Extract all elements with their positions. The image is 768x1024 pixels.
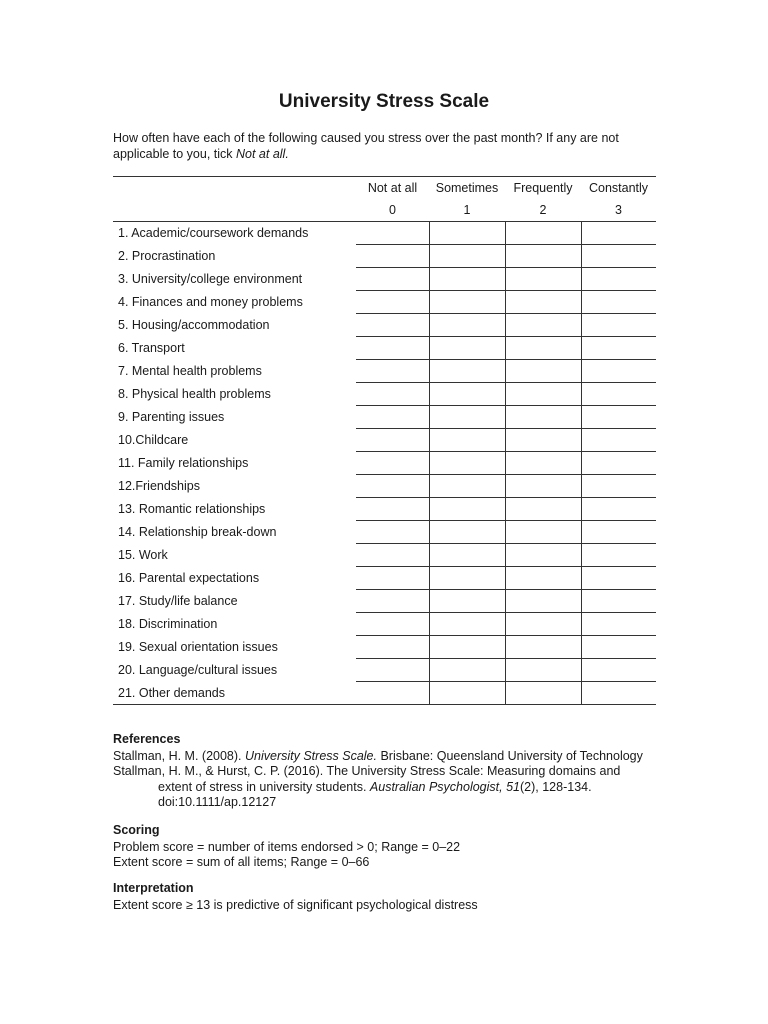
reference-1-title: University Stress Scale.	[245, 748, 377, 763]
reference-1-authors: Stallman, H. M. (2008).	[113, 748, 245, 763]
response-cell-constantly[interactable]	[581, 475, 656, 498]
response-cell-frequently[interactable]	[505, 544, 581, 567]
response-cell-not-at-all[interactable]	[356, 314, 429, 337]
references-heading: References	[113, 732, 181, 746]
table-row	[113, 222, 656, 245]
response-cell-not-at-all[interactable]	[356, 544, 429, 567]
response-cell-sometimes[interactable]	[429, 682, 505, 705]
response-cell-not-at-all[interactable]	[356, 590, 429, 613]
response-cell-not-at-all[interactable]	[356, 406, 429, 429]
response-cell-sometimes[interactable]	[429, 659, 505, 682]
table-row	[113, 498, 656, 521]
reference-2-journal: Australian Psychologist, 51	[369, 779, 520, 794]
response-cell-constantly[interactable]	[581, 222, 656, 245]
reference-2-line-1: Stallman, H. M., & Hurst, C. P. (2016). The University Stress Scale: Measuring domains and	[113, 764, 621, 778]
item-label: 9. Parenting issues	[118, 410, 225, 424]
response-cell-frequently[interactable]	[505, 682, 581, 705]
item-label: 17. Study/life balance	[118, 594, 238, 608]
response-cell-sometimes[interactable]	[429, 291, 505, 314]
table-row	[113, 268, 656, 291]
response-cell-frequently[interactable]	[505, 291, 581, 314]
table-row	[113, 291, 656, 314]
item-label: 2. Procrastination	[118, 249, 216, 263]
column-value-sometimes: 1	[429, 199, 505, 222]
item-label: 19. Sexual orientation issues	[118, 640, 278, 654]
response-cell-sometimes[interactable]	[429, 222, 505, 245]
column-value-constantly: 3	[581, 199, 656, 222]
column-label-constantly: Constantly	[581, 177, 656, 200]
table-row	[113, 544, 656, 567]
response-cell-not-at-all[interactable]	[356, 245, 429, 268]
response-cell-constantly[interactable]	[581, 544, 656, 567]
response-cell-constantly[interactable]	[581, 406, 656, 429]
item-label: 6. Transport	[118, 341, 185, 355]
response-cell-frequently[interactable]	[505, 429, 581, 452]
response-cell-constantly[interactable]	[581, 636, 656, 659]
response-cell-frequently[interactable]	[505, 337, 581, 360]
item-label: 20. Language/cultural issues	[118, 663, 278, 677]
response-cell-frequently[interactable]	[505, 222, 581, 245]
reference-2-line-2: extent of stress in university students.	[158, 779, 370, 794]
reference-2-continued	[113, 780, 673, 796]
response-cell-constantly[interactable]	[581, 360, 656, 383]
response-cell-not-at-all[interactable]	[356, 613, 429, 636]
table-row	[113, 636, 656, 659]
table-row	[113, 452, 656, 475]
item-label: 10.Childcare	[118, 433, 189, 447]
response-cell-frequently[interactable]	[505, 383, 581, 406]
item-label: 5. Housing/accommodation	[118, 318, 270, 332]
response-cell-not-at-all[interactable]	[356, 636, 429, 659]
response-cell-constantly[interactable]	[581, 268, 656, 291]
item-column-header	[113, 177, 356, 200]
item-label: 1. Academic/coursework demands	[118, 226, 309, 240]
response-cell-not-at-all[interactable]	[356, 429, 429, 452]
response-cell-frequently[interactable]	[505, 475, 581, 498]
response-cell-constantly[interactable]	[581, 429, 656, 452]
response-cell-not-at-all[interactable]	[356, 475, 429, 498]
scale-items	[113, 222, 656, 705]
response-cell-not-at-all[interactable]	[356, 222, 429, 245]
table-row	[113, 659, 656, 682]
scoring-extent-score: Extent score = sum of all items; Range = 0–66	[113, 855, 370, 869]
table-row	[113, 337, 656, 360]
response-cell-constantly[interactable]	[581, 383, 656, 406]
item-label: 4. Finances and money problems	[118, 295, 303, 309]
table-row	[113, 429, 656, 452]
response-cell-not-at-all[interactable]	[356, 337, 429, 360]
scoring-problem-score: Problem score = number of items endorsed > 0; Range = 0–22	[113, 839, 461, 854]
item-label: 15. Work	[118, 548, 168, 562]
response-cell-constantly[interactable]	[581, 590, 656, 613]
response-cell-frequently[interactable]	[505, 613, 581, 636]
item-label: 16. Parental expectations	[118, 571, 260, 585]
response-cell-sometimes[interactable]	[429, 245, 505, 268]
response-cell-frequently[interactable]	[505, 268, 581, 291]
response-cell-frequently[interactable]	[505, 590, 581, 613]
reference-1-publisher: Brisbane: Queensland University of Technology	[376, 748, 643, 763]
response-cell-constantly[interactable]	[581, 567, 656, 590]
response-cell-sometimes[interactable]	[429, 268, 505, 291]
response-cell-sometimes[interactable]	[429, 452, 505, 475]
item-label: 7. Mental health problems	[118, 364, 262, 378]
reference-1	[113, 749, 673, 765]
scoring-section	[113, 823, 673, 871]
reference-2-doi: doi:10.1111/ap.12127	[158, 795, 277, 809]
response-cell-sometimes[interactable]	[429, 429, 505, 452]
response-cell-constantly[interactable]	[581, 291, 656, 314]
response-cell-constantly[interactable]	[581, 337, 656, 360]
stress-scale-table	[113, 176, 656, 705]
reference-2-pages: (2), 128-134.	[520, 779, 592, 794]
table-row	[113, 245, 656, 268]
item-label: 13. Romantic relationships	[118, 502, 266, 516]
response-cell-not-at-all[interactable]	[356, 291, 429, 314]
response-cell-sometimes[interactable]	[429, 406, 505, 429]
response-cell-sometimes[interactable]	[429, 567, 505, 590]
response-cell-frequently[interactable]	[505, 567, 581, 590]
instructions-text: How often have each of the following caused you stress over the past month? If any are not applicable to you, tick	[113, 131, 619, 161]
response-cell-frequently[interactable]	[505, 452, 581, 475]
response-cell-not-at-all[interactable]	[356, 360, 429, 383]
page-title: University Stress Scale	[278, 91, 490, 112]
response-cell-sometimes[interactable]	[429, 360, 505, 383]
response-cell-sometimes[interactable]	[429, 314, 505, 337]
response-cell-frequently[interactable]	[505, 659, 581, 682]
item-label: 21. Other demands	[113, 682, 356, 705]
column-label-frequently: Frequently	[505, 177, 581, 200]
table-row	[113, 406, 656, 429]
response-cell-sometimes[interactable]	[429, 498, 505, 521]
item-label: 14. Relationship break-down	[118, 525, 277, 539]
response-cell-constantly[interactable]	[581, 452, 656, 475]
response-cell-not-at-all[interactable]	[356, 452, 429, 475]
response-cell-constantly[interactable]	[581, 245, 656, 268]
reference-2	[113, 764, 673, 780]
response-cell-sometimes[interactable]	[429, 521, 505, 544]
table-row	[113, 383, 656, 406]
response-cell-constantly[interactable]	[581, 682, 656, 705]
item-label: 11. Family relationships	[118, 456, 249, 470]
response-cell-sometimes[interactable]	[429, 590, 505, 613]
instructions	[113, 130, 673, 162]
response-cell-not-at-all[interactable]	[356, 268, 429, 291]
response-cell-not-at-all[interactable]	[356, 659, 429, 682]
response-cell-sometimes[interactable]	[429, 544, 505, 567]
response-cell-frequently[interactable]	[505, 360, 581, 383]
column-header-row	[113, 177, 656, 200]
interpretation-section	[113, 881, 673, 913]
response-cell-frequently[interactable]	[505, 245, 581, 268]
response-cell-sometimes[interactable]	[429, 337, 505, 360]
response-cell-constantly[interactable]	[581, 613, 656, 636]
response-cell-frequently[interactable]	[505, 406, 581, 429]
response-cell-sometimes[interactable]	[429, 475, 505, 498]
response-cell-constantly[interactable]	[581, 659, 656, 682]
item-label: 12.Friendships	[118, 479, 200, 493]
column-label-not-at-all: Not at all	[356, 177, 429, 200]
response-cell-not-at-all[interactable]	[356, 567, 429, 590]
interpretation-heading: Interpretation	[113, 881, 194, 895]
instructions-emphasis: Not at all.	[236, 147, 289, 161]
table-row	[113, 521, 656, 544]
table-row	[113, 360, 656, 383]
response-cell-constantly[interactable]	[581, 521, 656, 544]
response-cell-not-at-all[interactable]	[356, 682, 429, 705]
scoring-heading: Scoring	[113, 823, 160, 837]
item-label: 8. Physical health problems	[118, 387, 271, 401]
item-label: 3. University/college environment	[118, 272, 303, 286]
response-cell-sometimes[interactable]	[429, 613, 505, 636]
response-cell-frequently[interactable]	[505, 636, 581, 659]
response-cell-constantly[interactable]	[581, 498, 656, 521]
references-section	[113, 732, 673, 811]
table-row	[113, 475, 656, 498]
column-value-row	[113, 199, 656, 222]
table-row	[113, 613, 656, 636]
column-label-sometimes: Sometimes	[429, 177, 505, 200]
response-cell-not-at-all[interactable]	[356, 383, 429, 406]
response-cell-not-at-all[interactable]	[356, 498, 429, 521]
table-row	[113, 682, 656, 705]
response-cell-sometimes[interactable]	[429, 636, 505, 659]
table-row	[113, 314, 656, 337]
item-label: 18. Discrimination	[118, 617, 218, 631]
item-column-value	[113, 199, 356, 222]
response-cell-sometimes[interactable]	[429, 383, 505, 406]
table-row	[113, 567, 656, 590]
response-cell-frequently[interactable]	[505, 521, 581, 544]
response-cell-constantly[interactable]	[581, 314, 656, 337]
column-value-frequently: 2	[505, 199, 581, 222]
response-cell-frequently[interactable]	[505, 314, 581, 337]
response-cell-frequently[interactable]	[505, 498, 581, 521]
response-cell-not-at-all[interactable]	[356, 521, 429, 544]
table-row	[113, 590, 656, 613]
column-value-not-at-all: 0	[356, 199, 429, 222]
interpretation-text: Extent score ≥ 13 is predictive of significant psychological distress	[113, 897, 478, 912]
